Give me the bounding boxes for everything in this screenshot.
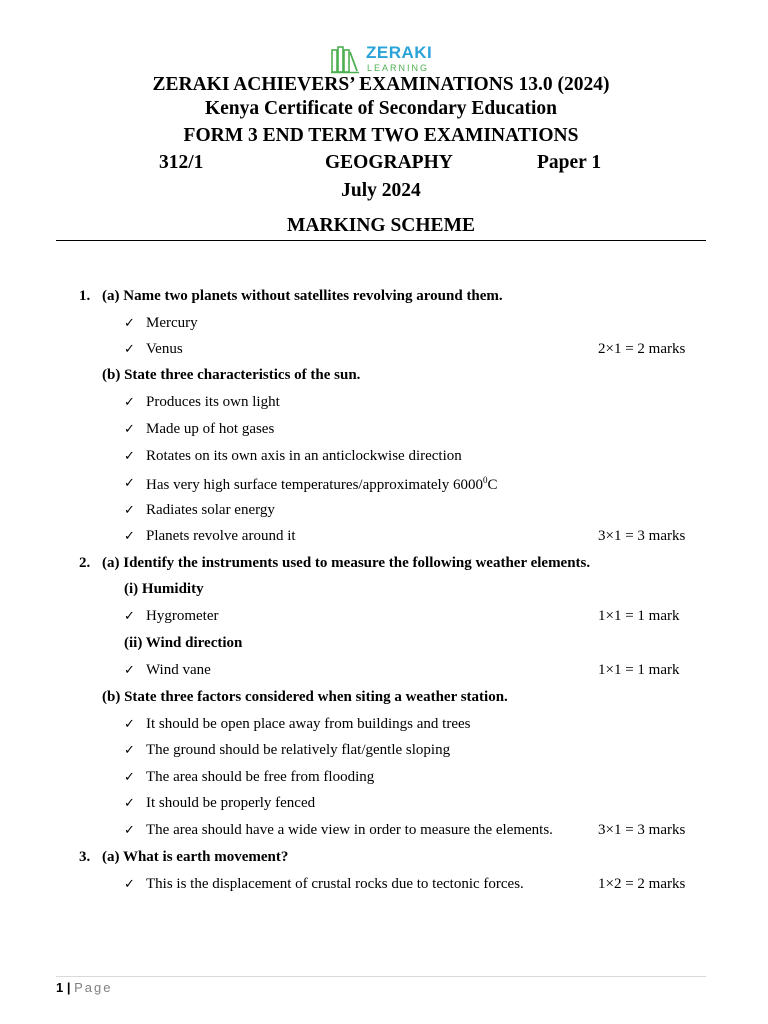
answer-row [0, 528, 768, 550]
subquestion-row [0, 635, 768, 657]
logo-subtext: LEARNING [367, 63, 430, 73]
question-text: (b) State three factors considered when siting a weather station. [102, 689, 508, 705]
answer-main-text: This is the displacement of crustal rocks due to tectonic forces. [146, 876, 524, 892]
answer-main-text: It should be properly fenced [146, 795, 316, 811]
answer-row [0, 662, 768, 684]
checkmark-icon: ✓ [124, 422, 135, 437]
checkmark-icon: ✓ [124, 395, 135, 410]
marks-allocation: 1×1 = 1 mark [598, 662, 680, 678]
answer-text [146, 742, 450, 759]
checkmark-icon: ✓ [124, 449, 135, 464]
answer-row [0, 742, 768, 764]
footer-divider [56, 976, 706, 977]
checkmark-icon: ✓ [124, 796, 135, 811]
books-icon [330, 44, 360, 74]
answer-row [0, 502, 768, 524]
answer-text [146, 769, 374, 786]
answer-text [146, 608, 218, 625]
answer-main-text: Hygrometer [146, 608, 219, 624]
answer-unit: C [487, 477, 498, 493]
question-text: (a) Name two planets without satellites revolving around them. [102, 288, 503, 304]
answer-main-text: Radiates solar energy [146, 502, 275, 518]
paper-number: Paper 1 [537, 152, 602, 173]
answer-row [0, 475, 768, 497]
answer-row [0, 876, 768, 898]
answer-row [0, 716, 768, 738]
question-text: (a) Identify the instruments used to measure the following weather elements. [102, 555, 591, 571]
page-number: 1 [56, 980, 64, 995]
exam-date: July 2024 [341, 180, 421, 201]
page-footer [56, 980, 113, 995]
marks-allocation: 1×2 = 2 marks [598, 876, 686, 892]
checkmark-icon: ✓ [124, 770, 135, 785]
checkmark-icon: ✓ [124, 823, 135, 838]
answer-text [146, 795, 315, 812]
question-row [0, 288, 768, 310]
question-number: 3. [79, 849, 91, 865]
answer-main-text: The area should be free from flooding [146, 769, 375, 785]
subquestion-text: (ii) Wind direction [124, 635, 243, 651]
subquestion-text: (i) Humidity [124, 581, 204, 597]
subquestion-row [0, 581, 768, 603]
checkmark-icon: ✓ [124, 476, 135, 491]
marks-allocation: 1×1 = 1 mark [598, 608, 680, 624]
marks-allocation: 2×1 = 2 marks [598, 341, 686, 357]
checkmark-icon: ✓ [124, 316, 135, 331]
checkmark-icon: ✓ [124, 663, 135, 678]
question-number: 1. [79, 288, 91, 304]
marks-allocation: 3×1 = 3 marks [598, 822, 686, 838]
marks-allocation: 3×1 = 3 marks [598, 528, 686, 544]
answer-text [146, 341, 183, 358]
checkmark-icon: ✓ [124, 342, 135, 357]
answer-row [0, 341, 768, 363]
answer-text [146, 716, 471, 733]
answer-text [146, 475, 497, 494]
question-row [0, 849, 768, 871]
answer-row [0, 394, 768, 416]
header-divider [56, 240, 706, 241]
degree-superscript: 0 [482, 475, 488, 485]
answer-row [0, 769, 768, 791]
answer-main-text: Venus [146, 341, 183, 357]
question-text: (b) State three characteristics of the sun. [102, 367, 361, 383]
answer-text [146, 822, 553, 839]
answer-row [0, 822, 768, 844]
checkmark-icon: ✓ [124, 609, 135, 624]
answer-row [0, 608, 768, 630]
answer-text [146, 662, 211, 679]
checkmark-icon: ✓ [124, 503, 135, 518]
answer-main-text: It should be open place away from buildings and trees [146, 716, 471, 732]
answer-text [146, 448, 462, 465]
question-row [0, 367, 768, 389]
checkmark-icon: ✓ [124, 743, 135, 758]
answer-text [146, 876, 524, 893]
answer-text [146, 315, 198, 332]
exam-term-title: FORM 3 END TERM TWO EXAMINATIONS [183, 125, 579, 146]
logo-brand: ZERAKI [366, 43, 433, 62]
answer-row [0, 315, 768, 337]
page-label: Page [74, 980, 113, 995]
question-row [0, 689, 768, 711]
paper-code: 312/1 [159, 152, 204, 173]
answer-text [146, 421, 274, 438]
question-number: 2. [79, 555, 91, 571]
question-row [0, 555, 768, 577]
certificate-title: Kenya Certificate of Secondary Education [204, 98, 558, 119]
answer-row [0, 421, 768, 443]
checkmark-icon: ✓ [124, 877, 135, 892]
zeraki-logo [330, 44, 440, 76]
answer-main-text: Has very high surface temperatures/approximately 6000 [146, 477, 483, 493]
footer-separator: | [66, 980, 71, 995]
exam-title: ZERAKI ACHIEVERS’ EXAMINATIONS 13.0 (2024) [152, 74, 610, 95]
answer-text [146, 394, 280, 411]
answer-main-text: The area should have a wide view in order to measure the elements. [146, 822, 553, 838]
answer-main-text: Made up of hot gases [146, 421, 275, 437]
subject-name: GEOGRAPHY [325, 152, 453, 173]
answer-main-text: The ground should be relatively flat/gentle sloping [146, 742, 451, 758]
answer-text [146, 528, 296, 545]
answer-main-text: Rotates on its own axis in an anticlockwise direction [146, 448, 462, 464]
marking-scheme-heading: MARKING SCHEME [287, 215, 475, 236]
checkmark-icon: ✓ [124, 717, 135, 732]
answer-row [0, 795, 768, 817]
answer-main-text: Produces its own light [146, 394, 280, 410]
answer-main-text: Planets revolve around it [146, 528, 296, 544]
checkmark-icon: ✓ [124, 529, 135, 544]
answer-main-text: Mercury [146, 315, 198, 331]
answer-text [146, 502, 275, 519]
answer-row [0, 448, 768, 470]
answer-main-text: Wind vane [146, 662, 211, 678]
question-text: (a) What is earth movement? [102, 849, 289, 865]
